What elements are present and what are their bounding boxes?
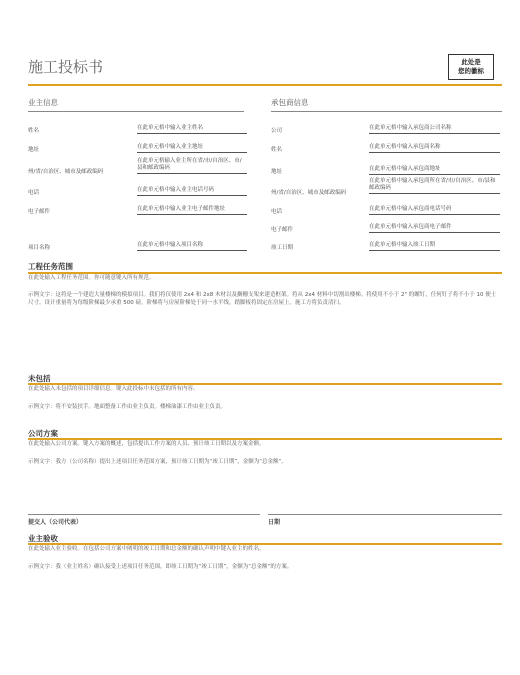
contractor-info-heading: 承包商信息: [271, 98, 309, 107]
contractor-region-field[interactable]: 在此单元格中输入承包商所在省/市/自治区、市/县和邮政编码: [369, 178, 500, 194]
scope-example[interactable]: 示例文字：这将是一个建造大量楼梯的模拟项目。我们将仅使用 2x4 和 2x8 木材以及搁栅支架来建造框架。将从 2x4 材料中切割出楼梯。将使用不小于 2" 的螺钉，任何钉子将不小于 10 便士尺寸。设计重量将为每级阶梯最少承重 500 磅。阶梯将与房屋阶梯处于同一水平线。踏脚板将固定在房屋上。施工方将负责清扫。: [28, 292, 497, 306]
owner-region-label: 州/省/自治区、城市及邮政编码: [28, 169, 104, 175]
contractor-email-field[interactable]: 在此单元格中输入承包商电子邮件: [369, 224, 500, 233]
owner-address-label: 地址: [28, 147, 40, 153]
owner-heading-rule: [28, 111, 244, 112]
completion-date-label: 竣工日期: [271, 245, 294, 251]
scope-title: 工程任务范围: [28, 262, 73, 271]
owner-name-field[interactable]: 在此单元格中输入业主姓名: [137, 125, 247, 134]
contractor-name-label: 姓名: [271, 147, 283, 153]
acceptance-example[interactable]: 示例文字：我（业主姓名）确认接受上述项目任务范围，即竣工日期为“竣工日期”，金额为“总金额”的方案。: [28, 564, 293, 570]
contractor-region-label: 州/省/自治区、城市及邮政编码: [271, 190, 347, 196]
completion-date-field[interactable]: 在此单元格中输入竣工日期: [369, 242, 500, 251]
proposal-example[interactable]: 示例文字：我方（公司名称）提出上述项目任务范围方案，预计竣工日期为“竣工日期”，金额为“总金额”。: [28, 459, 287, 465]
proposal-rule: [28, 438, 502, 440]
proposal-intro[interactable]: 在此处输入公司方案。键入方案的概述，包括提出工作方案的人员、预计竣工日期以及方案金额。: [28, 441, 265, 447]
owner-email-label: 电子邮件: [28, 209, 51, 215]
contractor-address-field[interactable]: 在此单元格中输入承包商地址: [369, 166, 500, 175]
contractor-email-label: 电子邮件: [271, 227, 294, 233]
owner-phone-label: 电话: [28, 190, 40, 196]
date-signature-line: [268, 514, 502, 515]
scope-rule: [28, 272, 502, 274]
scope-intro[interactable]: 在此处输入工程任务范围。你可随意键入所有规范。: [28, 275, 155, 281]
excluded-rule: [28, 383, 502, 385]
owner-address-field[interactable]: 在此单元格中输入业主地址: [137, 144, 247, 153]
owner-info-heading: 业主信息: [28, 98, 58, 107]
project-name-field[interactable]: 在此单元格中输入项目名称: [137, 242, 247, 251]
excluded-example[interactable]: 示例文字：将不安装扶手。地面整备工作由业主负责。楼梯油漆工作由业主负责。: [28, 404, 227, 410]
owner-region-field[interactable]: 在此单元格输入业主所在省/市/自治区、市/县和邮政编码: [137, 158, 247, 174]
owner-name-label: 姓名: [28, 128, 40, 134]
contractor-company-label: 公司: [271, 128, 283, 134]
proposal-title: 公司方案: [28, 429, 58, 438]
contractor-company-field[interactable]: 在此单元格中输入承包商公司名称: [369, 125, 500, 134]
project-name-label: 项目名称: [28, 245, 51, 251]
acceptance-title: 业主验收: [28, 534, 58, 543]
contractor-address-label: 地址: [271, 169, 283, 175]
owner-phone-field[interactable]: 在此单元格中输入业主电话号码: [137, 187, 247, 196]
excluded-title: 未包括: [28, 374, 51, 383]
header-rule: [28, 84, 502, 86]
logo-placeholder: [448, 54, 494, 80]
acceptance-intro[interactable]: 在此处输入业主验收。在包括公司方案中阐明的竣工日期和总金额的确认声明中键入业主的姓名。: [28, 546, 265, 552]
document-title: 施工投标书: [28, 58, 104, 76]
logo-line-1: 此处是: [461, 58, 481, 66]
acceptance-rule: [28, 543, 502, 545]
date-label: 日期: [268, 519, 281, 526]
logo-line-2: 您的徽标: [458, 67, 484, 75]
submitter-signature-line: [28, 514, 260, 515]
owner-email-field[interactable]: 在此单元格中输入业主电子邮件地址: [137, 206, 247, 215]
contractor-phone-label: 电话: [271, 209, 283, 215]
submitter-label: 提交人（公司代表）: [28, 519, 83, 526]
excluded-intro[interactable]: 在此处输入未包括的项目详细信息。键入此投标中未包括的所有内容。: [28, 386, 199, 392]
contractor-name-field[interactable]: 在此单元格中输入承包商名称: [369, 144, 500, 153]
contractor-phone-field[interactable]: 在此单元格中输入承包商电话号码: [369, 206, 500, 215]
contractor-heading-rule: [271, 111, 502, 112]
